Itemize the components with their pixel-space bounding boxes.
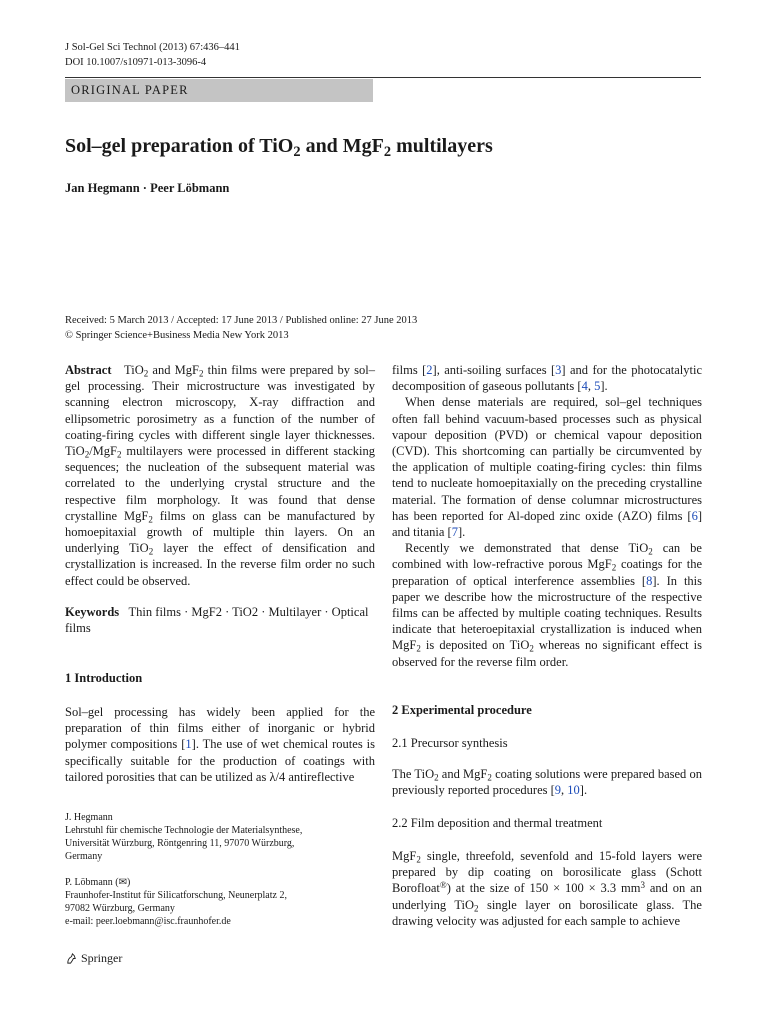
abstract — [65, 362, 375, 589]
subscript: 2 — [487, 772, 492, 783]
body-text: coating solutions were prepared based on previously reported procedures [ — [392, 767, 703, 798]
publication-dates — [65, 314, 417, 343]
paper-title — [65, 133, 493, 159]
intro-text: ]. The use of wet chemical routes is specifically suitable for the production of coatings with tailored porosities that can be utilized as λ/4 antireflective — [65, 737, 375, 784]
intro-paragraph — [65, 704, 375, 785]
body-text: whereas no significant effect is observed for the reverse film order. — [392, 638, 702, 669]
authors: Jan Hegmann · Peer Löbmann — [65, 181, 230, 195]
body-text: single layer on borosilicate glass. The drawing velocity was adjusted for each sample to achieve — [392, 897, 702, 928]
subscript: 2 — [434, 772, 439, 783]
superscript: 3 — [640, 880, 645, 891]
citation-link[interactable]: 1 — [185, 737, 192, 752]
title-sub: 2 — [383, 144, 392, 161]
journal-header — [65, 40, 240, 70]
intro-text: Sol–gel processing has widely been applied for the preparation of thin films either of inorganic or hybrid polymer compositions [ — [65, 705, 375, 752]
abstract-text: TiO — [124, 363, 144, 377]
abstract-text: /MgF — [89, 444, 117, 459]
subscript: 2 — [84, 449, 90, 460]
body-text: , — [587, 379, 595, 394]
publisher-name: Springer — [81, 951, 123, 965]
copyright-line: © Springer Science+Business Media New York 2013 — [65, 329, 289, 341]
body-text: and on an underlying TiO — [392, 881, 702, 912]
affiliation-name: P. Löbmann (✉) — [65, 877, 131, 888]
affiliation-line: Fraunhofer-Institut für Silicatforschung, Neunerplatz 2, — [65, 890, 287, 901]
subscript: 2 — [648, 546, 653, 557]
body-text: ] and titania [ — [392, 508, 702, 540]
subsection-heading-precursor: 2.1 Precursor synthesis — [392, 736, 508, 750]
body-text: ]. In this paper we describe how the microstructure of the respective films can be affected by multiple coating techniques. Results indicate that heteroepitaxial crystallization is induced when MgF — [392, 573, 703, 653]
body-text: ]. — [457, 525, 466, 540]
subscript: 2 — [416, 643, 421, 654]
title-text: and MgF — [300, 135, 384, 157]
received-line: Received: 5 March 2013 / Accepted: 17 June 2013 / Published online: 27 June 2013 — [65, 315, 418, 326]
paragraph — [392, 540, 702, 670]
subscript: 2 — [143, 368, 149, 379]
citation-link[interactable]: 4 — [581, 379, 588, 394]
citation-link[interactable]: 6 — [691, 508, 698, 523]
body-text: ]. — [600, 379, 608, 394]
citation-link[interactable]: 2 — [426, 363, 433, 377]
body-text: ] and for the photocatalytic decomposition of gaseous pollutants [ — [392, 363, 702, 394]
body-text: films [ — [392, 363, 427, 377]
body-text: When dense materials are required, sol–gel techniques often fall behind vacuum-based processes such as physical vapour deposition (PVD) or chemical vapour deposition (CVD). This shortcoming can partially be circumvented by the application of multiple coating-firing cycles: thin films tend to nucleate homoepitaxially on the preceding crystalline material. The formation of dense columnar microstructures has been reported for Al-doped zinc oxide (AZO) films [ — [392, 395, 702, 523]
header-rule — [65, 77, 701, 78]
title-text: Sol–gel preparation of TiO — [65, 135, 294, 157]
subscript: 2 — [198, 368, 204, 379]
keywords-label: Keywords — [65, 605, 120, 619]
abstract-text: layer the effect of densification and crystallization is increased. In the reverse film order no such effect could be observed. — [65, 541, 375, 588]
deposition-paragraph — [392, 848, 702, 929]
precursor-paragraph — [392, 766, 702, 798]
keywords-text: Thin films · MgF2 · TiO2 · Multilayer · Optical films — [65, 605, 369, 636]
subscript: 2 — [117, 449, 122, 460]
journal-citation: J Sol-Gel Sci Technol (2013) 67:436–441 — [65, 42, 240, 53]
doi: DOI 10.1007/s10971-013-3096-4 — [65, 57, 207, 68]
keywords — [65, 604, 375, 636]
paragraph — [392, 362, 702, 394]
subscript: 2 — [148, 514, 153, 525]
body-text: ], anti-soiling surfaces [ — [432, 363, 556, 377]
springer-horse-icon — [65, 952, 78, 965]
abstract-text: films on glass can be manufactured by homoepitaxial growth of multiple thin layers. On an underlying TiO — [65, 508, 375, 556]
article-type-banner: ORIGINAL PAPER — [65, 79, 373, 102]
body-text: can be combined with low-refractive porous MgF — [392, 541, 702, 572]
body-text: MgF — [392, 849, 417, 863]
affiliation-line: Germany — [65, 851, 103, 862]
publisher-footer — [65, 950, 122, 966]
citation-link[interactable]: 9 — [554, 783, 562, 798]
affiliation-line: 97082 Würzburg, Germany — [65, 903, 175, 914]
body-text: is deposited on TiO — [420, 638, 530, 653]
citation-link[interactable]: 10 — [567, 783, 580, 798]
affiliation-loebmann — [65, 876, 375, 928]
subscript: 2 — [474, 903, 479, 914]
body-text: and MgF — [438, 767, 488, 781]
subsection-heading-deposition: 2.2 Film deposition and thermal treatment — [392, 816, 603, 830]
subscript: 2 — [148, 546, 154, 557]
section-heading-experimental: 2 Experimental procedure — [392, 703, 532, 717]
abstract-text: multilayers were processed in different stacking sequences; the nucleation of the subsequent material was correlated to the underlying crystal structure and the respective film morphology. It was found that dense crystalline MgF — [65, 444, 375, 523]
abstract-text: and MgF — [148, 363, 199, 377]
subscript: 2 — [529, 643, 534, 654]
body-text: Recently we demonstrated that dense TiO — [405, 541, 649, 556]
section-heading-introduction: 1 Introduction — [65, 671, 143, 685]
title-sub: 2 — [293, 144, 301, 161]
affiliation-name: J. Hegmann — [65, 812, 113, 823]
body-text: ) at the size of 150 × 100 × 3.3 mm — [446, 881, 641, 896]
right-column-text — [392, 362, 702, 670]
subscript: 2 — [416, 854, 421, 865]
title-text: multilayers — [391, 135, 493, 157]
paragraph — [392, 394, 702, 540]
body-text: The TiO — [392, 767, 435, 781]
citation-link[interactable]: 3 — [555, 363, 562, 377]
body-text: , — [561, 783, 568, 798]
affiliation-line: Universität Würzburg, Röntgenring 11, 97070 Würzburg, — [65, 838, 295, 849]
citation-link[interactable]: 7 — [451, 525, 458, 540]
body-text: coatings for the preparation of optical interference assemblies [ — [392, 557, 702, 588]
body-text: ]. — [579, 783, 588, 798]
abstract-label: Abstract — [65, 363, 112, 377]
subscript: 2 — [611, 562, 617, 573]
email-link[interactable]: e-mail: peer.loebmann@isc.fraunhofer.de — [65, 916, 231, 927]
superscript: ® — [439, 880, 447, 891]
affiliation-line: Lehrstuhl für chemische Technologie der Materialsynthese, — [65, 825, 303, 836]
citation-link[interactable]: 8 — [646, 573, 653, 588]
citation-link[interactable]: 5 — [594, 379, 601, 394]
body-text: single, threefold, sevenfold and 15-fold layers were prepared by dip coating on borosilicate glass (Schott Borofloat — [392, 849, 702, 896]
abstract-text: thin films were prepared by sol–gel processing. Their microstructure was investigated by scanning electron microscopy, X-ray diffraction and ellipsometric porosimetry as a function of the number of coating-firing cycles with different single layer thicknesses. TiO — [65, 363, 376, 459]
affiliation-hegmann — [65, 811, 375, 863]
